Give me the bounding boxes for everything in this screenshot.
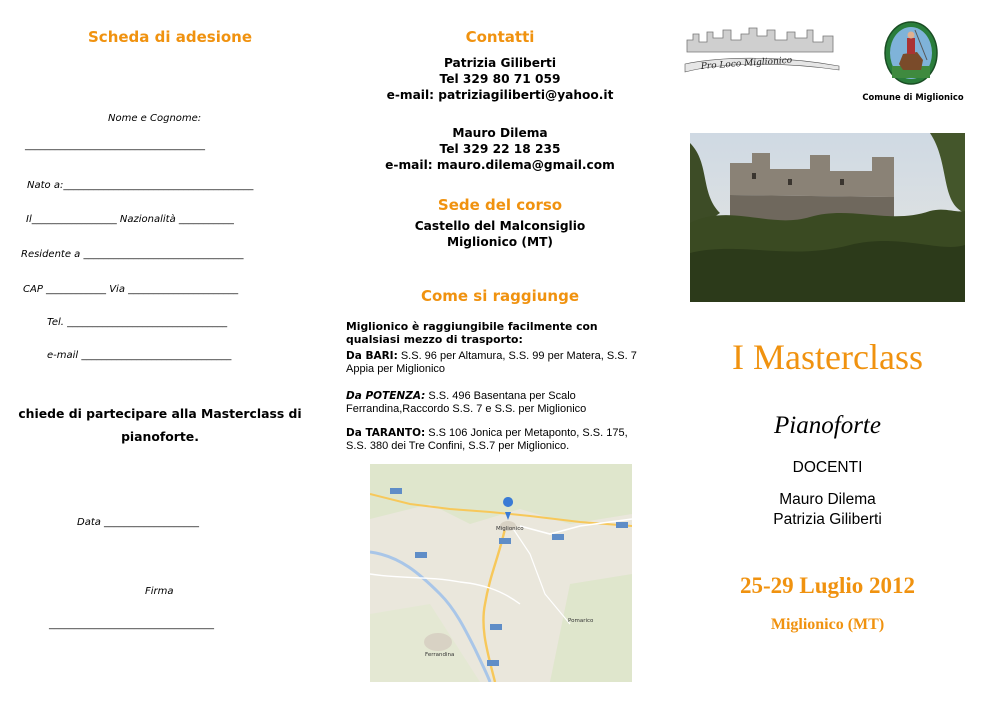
- teacher-1: Mauro Dilema: [779, 491, 876, 508]
- teachers-heading: DOCENTI: [792, 459, 863, 476]
- directions-heading: Come si raggiunge: [420, 287, 580, 305]
- venue-name: Castello del Malconsiglio: [414, 219, 586, 233]
- contact-1-email[interactable]: e-mail: patriziagiliberti@yahoo.it: [386, 88, 614, 102]
- from-taranto: [346, 427, 641, 453]
- cap-via-field[interactable]: CAP ____________ Via ______________________: [23, 284, 239, 295]
- from-bari-label: Da BARI:: [346, 350, 398, 362]
- pro-loco-logo: [683, 22, 843, 80]
- from-bari: [346, 350, 641, 376]
- event-title: I Masterclass: [732, 337, 923, 377]
- birthplace-field[interactable]: Nato a:______________________________________: [27, 180, 254, 191]
- from-taranto-text: S.S 106 Jonica per Metaponto, S.S. 175, S.S. 380 dei Tre Confini, S.S.7 per Miglionico.: [346, 427, 628, 452]
- comune-label: Comune di Miglionico: [862, 92, 964, 102]
- map-label-ferrandina: Ferrandina: [425, 652, 455, 658]
- from-potenza-text: S.S. 496 Basentana per Scalo Ferrandina,Raccordo S.S. 7 e S.S. per Miglionico: [346, 390, 587, 415]
- from-potenza: [346, 390, 641, 416]
- contact-1-phone: Tel 329 80 71 059: [439, 72, 561, 86]
- comune-crest-icon: [883, 20, 939, 86]
- teachers-list: [690, 490, 965, 530]
- birthdate-nationality-field[interactable]: Il_________________ Nazionalità ___________: [26, 214, 234, 225]
- contact-2-phone: Tel 329 22 18 235: [439, 142, 561, 156]
- venue-town: Miglionico (MT): [446, 235, 554, 249]
- contact-2-name: Mauro Dilema: [452, 126, 548, 140]
- contact-1: [340, 55, 660, 103]
- from-potenza-label: Da POTENZA:: [346, 390, 426, 402]
- contact-1-name: Patrizia Giliberti: [443, 56, 557, 70]
- instrument: Pianoforte: [774, 412, 881, 439]
- map-label-town: Miglionico: [496, 526, 524, 532]
- name-label: Nome e Cognome:: [108, 113, 202, 124]
- signature-label: Firma: [145, 586, 174, 597]
- email-field[interactable]: e-mail ______________________________: [47, 350, 232, 361]
- phone-field[interactable]: Tel. ________________________________: [47, 317, 228, 328]
- directions-intro: Miglionico è raggiungibile facilmente con qualsiasi mezzo di trasporto:: [346, 320, 598, 346]
- event-dates: 25-29 Luglio 2012: [739, 573, 916, 598]
- contact-2-email[interactable]: e-mail: mauro.dilema@gmail.com: [385, 158, 615, 172]
- name-line[interactable]: ____________________________________: [25, 140, 205, 151]
- location-map[interactable]: [370, 464, 632, 682]
- form-heading: Scheda di adesione: [88, 28, 252, 46]
- residence-field[interactable]: Residente a ________________________________: [21, 249, 244, 260]
- pro-loco-logo-text: Pro Loco Miglionico: [700, 55, 793, 72]
- request-text: chiede di partecipare alla Masterclass di pianoforte.: [18, 406, 302, 444]
- venue: [340, 218, 660, 250]
- event-place: Miglionico (MT): [770, 616, 885, 633]
- from-bari-text: S.S. 96 per Altamura, S.S. 99 per Matera, S.S. 7 Appia per Miglionico: [346, 350, 637, 375]
- contact-2: [340, 125, 660, 173]
- contacts-heading: Contatti: [465, 28, 535, 46]
- from-taranto-label: Da TARANTO:: [346, 427, 426, 439]
- signature-line[interactable]: _________________________________: [49, 619, 214, 630]
- castle-photo: [690, 133, 965, 302]
- venue-heading: Sede del corso: [437, 196, 563, 214]
- date-field[interactable]: Data ___________________: [77, 517, 200, 528]
- map-label-pomarico: Pomarico: [568, 618, 594, 624]
- teacher-2: Patrizia Giliberti: [773, 511, 882, 528]
